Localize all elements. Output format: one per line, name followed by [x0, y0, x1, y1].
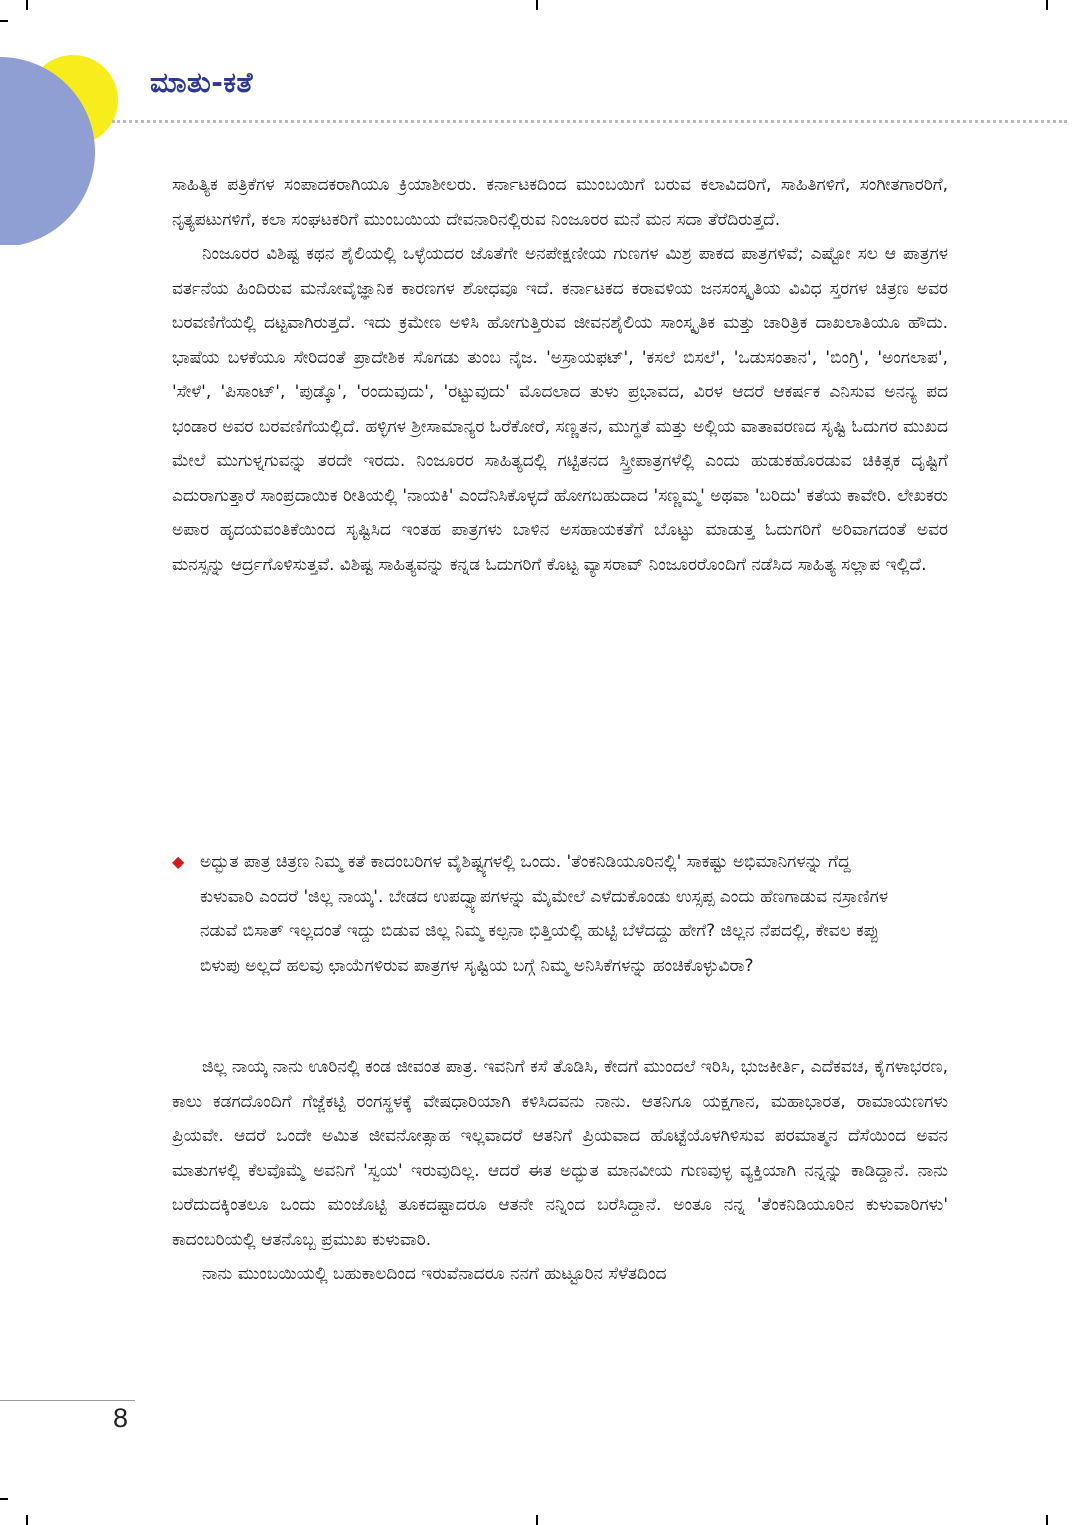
header-decoration [0, 55, 120, 245]
header-dotted-divider [112, 120, 1067, 123]
crop-mark-top-center [536, 0, 538, 10]
answer-paragraph-1: ಜಿಲ್ಲ ನಾಯ್ಕ ನಾನು ಊರಿನಲ್ಲಿ ಕಂಡ ಜೀವಂತ ಪಾತ್ರ. ಇವನಿಗೆ ಕಸೆ ತೊಡಿಸಿ, ಕೇದಗೆ ಮುಂದಲೆ ಇರಿಸಿ, ಭುಜಕೀರ್ತಿ, ಎದೆಕವಚ, ಕೈಗಳಾಭರಣ, ಕಾಲು ಕಡಗದೊಂದಿಗೆ ಗೆಜ್ಜೆಕಟ್ಟಿ ರಂಗಸ್ಥಳಕ್ಕೆ ವೇಷಧಾರಿಯಾಗಿ ಕಳಿಸಿದವನು ನಾನು. ಆತನಿಗೂ ಯಕ್ಷಗಾನ, ಮಹಾಭಾರತ, ರಾಮಾಯಣಗಳು ಪ್ರಿಯವೇ. ಆದರೆ ಒಂದೇ ಅಮಿತ ಜೀವನೋತ್ಸಾಹ ಇಲ್ಲವಾದರೆ ಆತನಿಗೆ ಪ್ರಿಯವಾದ ಹೊಟ್ಟೆಯೊಳಗಿಳಿಸುವ ಪರಮಾತ್ಮನ ದೆಸೆಯಿಂದ ಅವನ ಮಾತುಗಳಲ್ಲಿ ಕೆಲವೊಮ್ಮೆ ಅವನಿಗೆ 'ಸ್ವಯ' ಇರುವುದಿಲ್ಲ. ಆದರೆ ಈತ ಅದ್ಭುತ ಮಾನವೀಯ ಗುಣವುಳ್ಳ ವ್ಯಕ್ತಿಯಾಗಿ ನನ್ನನ್ನು ಕಾಡಿದ್ದಾನೆ. ನಾನು ಬರೆದುದಕ್ಕಿಂತಲೂ ಒಂದು ಮಂಜೊಟ್ಟಿ ತೂಕದಷ್ಟಾದರೂ ಆತನೇ ನನ್ನಿಂದ ಬರೆಸಿದ್ದಾನೆ. ಅಂತೂ ನನ್ನ 'ತೆಂಕನಿಡಿಯೂರಿನ ಕುಳುವಾರಿಗಳು' ಕಾದಂಬರಿಯಲ್ಲಿ ಆತನೊಬ್ಬ ಪ್ರಮುಖ ಕುಳುವಾರಿ. [172, 1057, 948, 1250]
interview-question [172, 845, 948, 983]
crop-mark-left-top [0, 20, 8, 22]
footer-rule [0, 1400, 135, 1401]
page-number: 8 [113, 1403, 129, 1433]
intro-paragraph-1: ಸಾಹಿತ್ಯಿಕ ಪತ್ರಿಕೆಗಳ ಸಂಪಾದಕರಾಗಿಯೂ ಕ್ರಿಯಾಶೀಲರು. ಕರ್ನಾಟಕದಿಂದ ಮುಂಬಯಿಗೆ ಬರುವ ಕಲಾವಿದರಿಗೆ, ಸಾಹಿತಿಗಳಿಗೆ, ಸಂಗೀತಗಾರರಿಗೆ, ನೃತ್ಯಪಟುಗಳಿಗೆ, ಕಲಾ ಸಂಘಟಕರಿಗೆ ಮುಂಬಯಿಯ ದೇವನಾರಿನಲ್ಲಿರುವ ನಿಂಜೂರರ ಮನೆ ಮನ ಸದಾ ತೆರೆದಿರುತ್ತದೆ. [172, 175, 948, 230]
crop-mark-bottom-center [536, 1515, 538, 1525]
intro-paragraph-2: ನಿಂಜೂರರ ವಿಶಿಷ್ಟ ಕಥನ ಶೈಲಿಯಲ್ಲಿ ಒಳ್ಳೆಯದರ ಜೊತೆಗೇ ಅನಪೇಕ್ಷಣೀಯ ಗುಣಗಳ ಮಿಶ್ರ ಪಾಕದ ಪಾತ್ರಗಳಿವೆ; ಎಷ್ಟೋ ಸಲ ಆ ಪಾತ್ರಗಳ ವರ್ತನೆಯ ಹಿಂದಿರುವ ಮನೋವೈಜ್ಞಾನಿಕ ಕಾರಣಗಳ ಶೋಧವೂ ಇದೆ. ಕರ್ನಾಟಕದ ಕರಾವಳಿಯ ಜನಸಂಸ್ಕೃತಿಯ ವಿವಿಧ ಸ್ತರಗಳ ಚಿತ್ರಣ ಅವರ ಬರವಣಿಗೆಯಲ್ಲಿ ದಟ್ಟವಾಗಿರುತ್ತದೆ. ಇದು ಕ್ರಮೇಣ ಅಳಿಸಿ ಹೋಗುತ್ತಿರುವ ಜೀವನಶೈಲಿಯ ಸಾಂಸ್ಕೃತಿಕ ಮತ್ತು ಚಾರಿತ್ರಿಕ ದಾಖಲಾತಿಯೂ ಹೌದು. ಭಾಷೆಯ ಬಳಕೆಯೂ ಸೇರಿದಂತೆ ಪ್ರಾದೇಶಿಕ ಸೊಗಡು ತುಂಬ ನೈಜ. 'ಅಸ್ರಾಯಫಟ್', 'ಕಸಲೆ ಬಿಸಲೆ', 'ಒಡುಸಂತಾನ', 'ಬಿಂಗ್ರಿ', 'ಅಂಗಲಾಪ', 'ಸೇಳೆ', 'ಪಿಸಾಂಟ್', 'ಪುಡ್ಕೊ', 'ರಂದುವುದು', 'ರಟ್ಟುವುದು' ಮೊದಲಾದ ತುಳು ಪ್ರಭಾವದ, ವಿರಳ ಆದರೆ ಆಕರ್ಷಕ ಎನಿಸುವ ಅನನ್ಯ ಪದ ಭಂಡಾರ ಅವರ ಬರವಣಿಗೆಯಲ್ಲಿದೆ. ಹಳ್ಳಿಗಳ ಶ್ರೀಸಾಮಾನ್ಯರ ಓರೆಕೋರೆ, ಸಣ್ಣತನ, ಮುಗ್ಧತೆ ಮತ್ತು ಅಲ್ಲಿಯ ವಾತಾವರಣದ ಸೃಷ್ಟಿ ಓದುಗರ ಮುಖದ ಮೇಲೆ ಮುಗುಳ್ನಗುವನ್ನು ತರದೇ ಇರದು. ನಿಂಜೂರರ ಸಾಹಿತ್ಯದಲ್ಲಿ ಗಟ್ಟಿತನದ ಸ್ತ್ರೀಪಾತ್ರಗಳೆಲ್ಲಿ ಎಂದು ಹುಡುಕಹೊರಡುವ ಚಿಕಿತ್ಸಕ ದೃಷ್ಟಿಗೆ ಎದುರಾಗುತ್ತಾರೆ ಸಾಂಪ್ರದಾಯಿಕ ರೀತಿಯಲ್ಲಿ 'ನಾಯಕಿ' ಎಂದೆನಿಸಿಕೊಳ್ಳದೆ ಹೋಗಬಹುದಾದ 'ಸಣ್ಣಮ್ಮ' ಅಥವಾ 'ಬರಿದು' ಕತೆಯ ಕಾವೇರಿ. ಲೇಖಕರು ಅಪಾರ ಹೃದಯವಂತಿಕೆಯಿಂದ ಸೃಷ್ಟಿಸಿದ ಇಂತಹ ಪಾತ್ರಗಳು ಬಾಳಿನ ಅಸಹಾಯಕತೆಗೆ ಬೊಟ್ಟು ಮಾಡುತ್ತ ಓದುಗರಿಗೆ ಅರಿವಾಗದಂತೆ ಅವರ ಮನಸ್ಸನ್ನು ಆರ್ದ್ರಗೊಳಿಸುತ್ತವೆ. ವಿಶಿಷ್ಟ ಸಾಹಿತ್ಯವನ್ನು ಕನ್ನಡ ಓದುಗರಿಗೆ ಕೊಟ್ಟ ವ್ಯಾಸರಾವ್ ನಿಂಜೂರರೊಂದಿಗೆ ನಡೆಸಿದ ಸಾಹಿತ್ಯ ಸಲ್ಲಾಪ ಇಲ್ಲಿದೆ. [172, 244, 948, 575]
crop-mark-top-right [1046, 0, 1048, 10]
crop-mark-left-bottom [0, 1498, 8, 1500]
crop-mark-bottom-right [1046, 1515, 1048, 1525]
section-title: ಮಾತು-ಕತೆ [150, 66, 253, 99]
crop-mark-bottom-left [26, 1515, 28, 1525]
answer-paragraph-2: ನಾನು ಮುಂಬಯಿಯಲ್ಲಿ ಬಹುಕಾಲದಿಂದ ಇರುವೆನಾದರೂ ನನಗೆ ಹುಟ್ಟೂರಿನ ಸೆಳೆತದಿಂದ [202, 1264, 667, 1284]
intro-text [172, 168, 948, 582]
question-text: ಅದ್ಭುತ ಪಾತ್ರ ಚಿತ್ರಣ ನಿಮ್ಮ ಕತೆ ಕಾದಂಬರಿಗಳ ವೈಶಿಷ್ಟ್ಯಗಳಲ್ಲಿ ಒಂದು. 'ತೆಂಕನಿಡಿಯೂರಿನಲ್ಲಿ' ಸಾಕಷ್ಟು ಅಭಿಮಾನಿಗಳನ್ನು ಗೆದ್ದ ಕುಳುವಾರಿ ಎಂದರೆ 'ಜಿಲ್ಲ ನಾಯ್ಕ'. ಬೇಡದ ಉಪದ್ವ್ಯಾಪಗಳನ್ನು ಮೈಮೇಲೆ ಎಳೆದುಕೊಂಡು ಉಸ್ಸಪ್ಪ ಎಂದು ಹೆಣಗಾಡುವ ನಸ್ರಾಣಿಗಳ ನಡುವೆ ಬಿಸಾತ್ ಇಲ್ಲದಂತೆ ಇದ್ದು ಬಿಡುವ ಜಿಲ್ಲ ನಿಮ್ಮ ಕಲ್ಪನಾ ಭಿತ್ತಿಯಲ್ಲಿ ಹುಟ್ಟಿ ಬೆಳೆದದ್ದು ಹೇಗೆ? ಜಿಲ್ಲನ ನೆಪದಲ್ಲಿ, ಕೇವಲ ಕಪ್ಪು ಬಿಳುಪು ಅಲ್ಲದೆ ಹಲವು ಛಾಯೆಗಳಿರುವ ಪಾತ್ರಗಳ ಸೃಷ್ಟಿಯ ಬಗ್ಗೆ ನಿಮ್ಮ ಅನಿಸಿಕೆಗಳನ್ನು ಹಂಚಿಕೊಳ್ಳುವಿರಾ? [200, 852, 889, 976]
diamond-bullet-icon: ◆ [172, 852, 185, 871]
crop-mark-top-left [26, 0, 28, 10]
interview-answer [172, 1050, 948, 1292]
